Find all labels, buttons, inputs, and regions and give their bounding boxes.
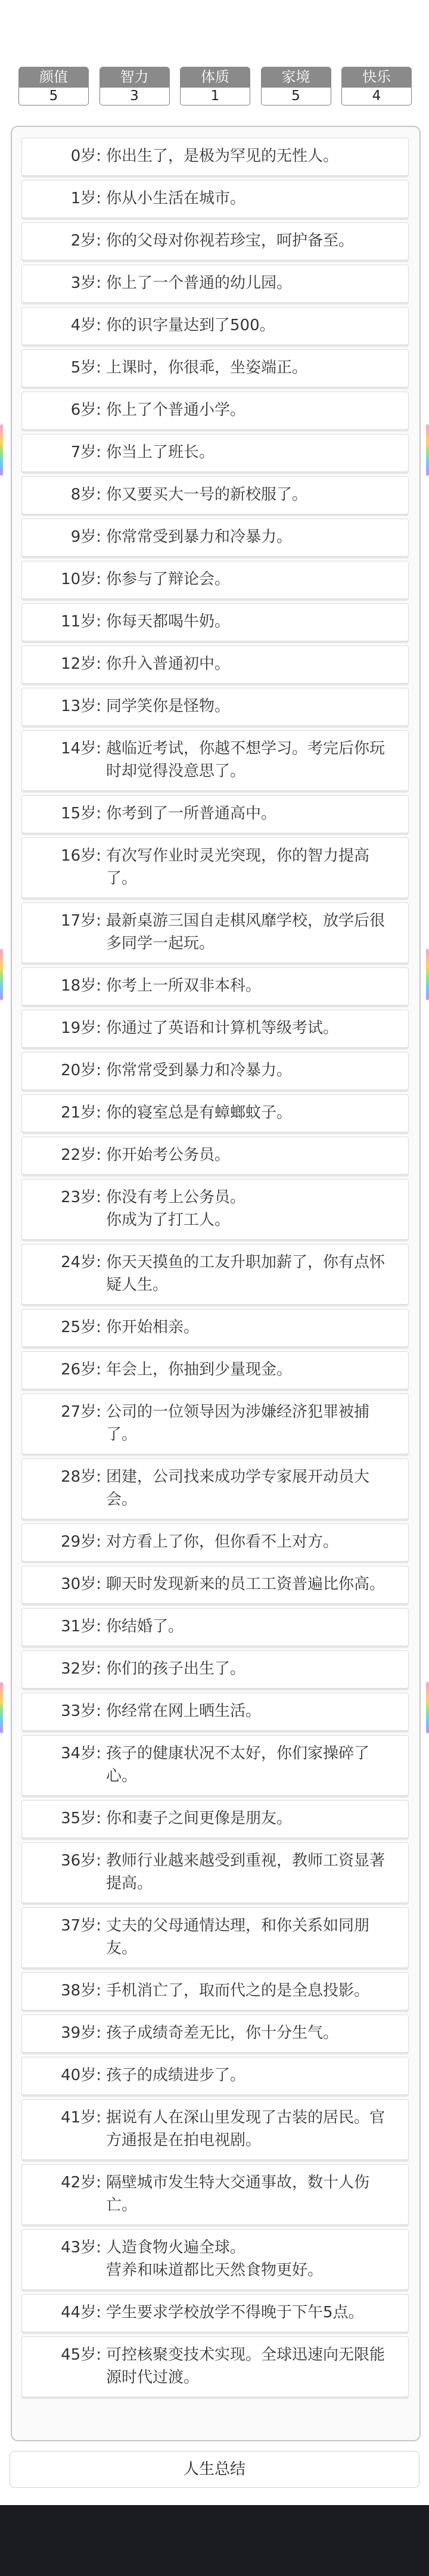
log-age <box>22 1316 106 1340</box>
log-age-unit: 岁: <box>80 1810 101 1827</box>
log-entry <box>21 645 409 684</box>
log-age <box>22 1059 106 1084</box>
log-event-text: 对方看上了你，但你看不上对方。 <box>106 1533 339 1551</box>
log-age-number: 26 <box>61 1361 81 1379</box>
log-age <box>22 441 106 465</box>
log-entry <box>21 1566 409 1604</box>
log-age-number: 22 <box>61 1146 81 1164</box>
log-event-text: 你出生了，是极为罕见的无性人。 <box>106 147 339 165</box>
log-age-number: 40 <box>61 2066 81 2084</box>
log-entry <box>21 1907 409 1968</box>
life-log-list <box>21 138 410 2401</box>
log-age <box>22 1742 106 1789</box>
log-age <box>22 653 106 677</box>
log-event-text: 隔壁城市发生特大交通事故，数十人伤 亡。 <box>106 2174 370 2214</box>
log-age-number: 18 <box>61 977 81 995</box>
log-entry <box>21 603 409 641</box>
log-entry <box>21 265 409 303</box>
log-entry <box>21 1137 409 1175</box>
log-age-number: 0 <box>70 147 81 165</box>
log-event-text: 丈夫的父母通情达理，和你关系如同朋 友。 <box>106 1917 370 1957</box>
log-age-unit: 岁: <box>80 655 101 673</box>
log-age-number: 20 <box>61 1062 81 1079</box>
log-entry <box>21 688 409 726</box>
log-age-number: 30 <box>61 1575 81 1593</box>
log-age-unit: 岁: <box>80 486 101 504</box>
log-age <box>22 1615 106 1640</box>
log-age <box>22 910 106 957</box>
log-entry <box>21 1309 409 1347</box>
log-age <box>22 2344 106 2391</box>
log-age-unit: 岁: <box>80 190 101 207</box>
log-age-number: 8 <box>70 486 81 504</box>
log-event-text: 你又要买大一号的新校服了。 <box>106 486 308 504</box>
log-event-text: 你参与了辩论会。 <box>106 570 231 588</box>
log-age <box>22 568 106 592</box>
log-entry <box>21 434 409 472</box>
log-age-unit: 岁: <box>80 232 101 250</box>
stat-label: 颜值 <box>18 67 89 88</box>
log-event-text: 你结婚了。 <box>106 1618 184 1635</box>
log-age <box>22 1186 106 1233</box>
log-age-number: 29 <box>61 1533 81 1551</box>
left-edge-decoration <box>0 1682 3 1733</box>
stat-happiness <box>341 67 412 106</box>
log-age-unit: 岁: <box>80 528 101 546</box>
log-age-unit: 岁: <box>80 316 101 334</box>
log-age-number: 12 <box>61 655 81 673</box>
log-entry <box>21 1650 409 1689</box>
right-edge-decoration <box>426 1682 429 1733</box>
log-age <box>22 314 106 339</box>
log-age <box>22 526 106 550</box>
log-age <box>22 2064 106 2088</box>
log-age-number: 11 <box>61 613 81 631</box>
log-event-text: 你升入普通初中。 <box>106 655 231 673</box>
log-age-unit: 岁: <box>80 847 101 865</box>
log-age <box>22 1401 106 1448</box>
log-age-number: 23 <box>61 1188 81 1206</box>
log-age-number: 6 <box>70 401 81 419</box>
stat-intelligence <box>100 67 170 106</box>
log-event-text: 你和妻子之间更像是朋友。 <box>106 1810 293 1827</box>
log-age-unit: 岁: <box>80 359 101 377</box>
log-age <box>22 399 106 423</box>
log-age-unit: 岁: <box>80 274 101 292</box>
log-age-number: 7 <box>70 443 81 461</box>
log-age-unit: 岁: <box>80 1361 101 1379</box>
log-age-unit: 岁: <box>80 570 101 588</box>
log-age-number: 17 <box>61 912 81 930</box>
log-age-number: 19 <box>61 1019 81 1037</box>
log-age <box>22 1807 106 1832</box>
log-age-unit: 岁: <box>80 1253 101 1271</box>
log-entry <box>21 349 409 387</box>
log-entry <box>21 1608 409 1646</box>
log-entry <box>21 180 409 218</box>
log-age-unit: 岁: <box>80 443 101 461</box>
log-age-unit: 岁: <box>80 1660 101 1678</box>
log-event-text: 你考到了一所普通高中。 <box>106 805 277 823</box>
log-event-text: 最新桌游三国自走棋风靡学校，放学后很 多同学一起玩。 <box>106 912 386 952</box>
right-edge-decoration <box>426 424 429 476</box>
log-age-number: 27 <box>61 1403 81 1421</box>
log-event-text: 公司的一位领导因为涉嫌经济犯罪被捕 了。 <box>106 1403 370 1444</box>
log-age-unit: 岁: <box>80 1188 101 1206</box>
log-entry <box>21 561 409 599</box>
log-age <box>22 2236 106 2283</box>
log-event-text: 可控核聚变技术实现。全球迅速向无限能 源时代过渡。 <box>106 2346 386 2386</box>
log-event-text: 你们的孩子出生了。 <box>106 1660 246 1678</box>
log-event-text: 同学笑你是怪物。 <box>106 697 231 715</box>
log-event-text: 你开始相亲。 <box>106 1318 200 1336</box>
log-age <box>22 356 106 381</box>
log-entry <box>21 1693 409 1731</box>
log-age-unit: 岁: <box>80 1917 101 1935</box>
log-age <box>22 1144 106 1168</box>
log-age-unit: 岁: <box>80 613 101 631</box>
log-age <box>22 610 106 635</box>
log-entry <box>21 1052 409 1090</box>
log-age-unit: 岁: <box>80 401 101 419</box>
stat-label: 家境 <box>261 67 331 88</box>
log-entry <box>21 392 409 430</box>
log-age <box>22 695 106 719</box>
log-event-text: 你考上一所双非本科。 <box>106 977 262 995</box>
log-age-unit: 岁: <box>80 977 101 995</box>
log-age-number: 31 <box>61 1618 81 1635</box>
log-age-unit: 岁: <box>80 1745 101 1762</box>
log-age-number: 39 <box>61 2024 81 2042</box>
left-edge-decoration <box>0 424 3 476</box>
right-edge-decoration <box>426 949 429 1000</box>
bottom-bar <box>0 2505 429 2576</box>
log-age <box>22 1101 106 1126</box>
log-entry <box>21 1735 409 1796</box>
log-age-unit: 岁: <box>80 1702 101 1720</box>
log-event-text: 你的识字量达到了500。 <box>106 316 275 334</box>
stat-value: 4 <box>341 88 412 105</box>
log-age-number: 33 <box>61 1702 81 1720</box>
stat-value: 3 <box>100 88 170 105</box>
log-entry <box>21 730 409 791</box>
log-age <box>22 1466 106 1513</box>
log-age <box>22 187 106 212</box>
log-age <box>22 1658 106 1682</box>
life-summary-button[interactable]: 人生总结 <box>10 2451 419 2488</box>
log-age-unit: 岁: <box>80 1575 101 1593</box>
log-age-unit: 岁: <box>80 2346 101 2364</box>
log-age-number: 28 <box>61 1468 81 1486</box>
log-entry <box>21 222 409 260</box>
log-age-unit: 岁: <box>80 1318 101 1336</box>
log-event-text: 孩子成绩奇差无比，你十分生气。 <box>106 2024 339 2042</box>
log-age-unit: 岁: <box>80 2066 101 2084</box>
log-event-text: 你当上了班长。 <box>106 443 215 461</box>
log-event-text: 你经常在网上晒生活。 <box>106 1702 262 1720</box>
log-age <box>22 2171 106 2218</box>
log-age-number: 36 <box>61 1852 81 1870</box>
log-age-number: 37 <box>61 1917 81 1935</box>
stat-family <box>261 67 331 106</box>
log-event-text: 越临近考试，你越不想学习。考完后你玩 时却觉得没意思了。 <box>106 740 386 780</box>
log-event-text: 团建，公司找来成功学专家展开动员大 会。 <box>106 1468 370 1509</box>
stat-label: 快乐 <box>341 67 412 88</box>
log-age-unit: 岁: <box>80 740 101 758</box>
left-edge-decoration <box>0 949 3 1000</box>
log-age-unit: 岁: <box>80 147 101 165</box>
log-event-text: 聊天时发现新来的员工工资普遍比你高。 <box>106 1575 386 1593</box>
log-age-number: 15 <box>61 805 81 823</box>
log-age <box>22 1914 106 1962</box>
log-age-unit: 岁: <box>80 2024 101 2042</box>
log-event-text: 你没有考上公务员。 你成为了打工人。 <box>106 1188 246 1229</box>
log-age <box>22 272 106 296</box>
log-age <box>22 483 106 508</box>
log-entry <box>21 2294 409 2332</box>
log-age-number: 25 <box>61 1318 81 1336</box>
log-age-unit: 岁: <box>80 805 101 823</box>
log-age <box>22 974 106 999</box>
log-age-number: 9 <box>70 528 81 546</box>
log-age-number: 43 <box>61 2239 81 2257</box>
log-age-unit: 岁: <box>80 697 101 715</box>
log-entry <box>21 307 409 345</box>
log-event-text: 教师行业越来越受到重视，教师工资显著 提高。 <box>106 1852 386 1892</box>
log-age-number: 3 <box>70 274 81 292</box>
log-age-number: 34 <box>61 1745 81 1762</box>
log-age-number: 42 <box>61 2174 81 2192</box>
log-age <box>22 1979 106 2004</box>
log-age-unit: 岁: <box>80 1533 101 1551</box>
log-event-text: 年会上，你抽到少量现金。 <box>106 1361 293 1379</box>
log-entry <box>21 2057 409 2095</box>
log-entry <box>21 1244 409 1305</box>
log-event-text: 人造食物火遍全球。 营养和味道都比天然食物更好。 <box>106 2239 324 2279</box>
log-age <box>22 1849 106 1897</box>
log-age-unit: 岁: <box>80 1982 101 2000</box>
stat-label: 智力 <box>100 67 170 88</box>
log-age-unit: 岁: <box>80 1019 101 1037</box>
log-age-number: 44 <box>61 2304 81 2321</box>
log-event-text: 你开始考公务员。 <box>106 1146 231 1164</box>
log-event-text: 你天天摸鱼的工友升职加薪了，你有点怀 疑人生。 <box>106 1253 386 1294</box>
log-age-number: 2 <box>70 232 81 250</box>
log-event-text: 你的父母对你视若珍宝，呵护备至。 <box>106 232 355 250</box>
log-event-text: 有次写作业时灵光突现，你的智力提高 了。 <box>106 847 370 887</box>
log-age <box>22 845 106 892</box>
stat-value: 1 <box>180 88 250 105</box>
log-age-number: 38 <box>61 1982 81 2000</box>
log-age-unit: 岁: <box>80 1468 101 1486</box>
log-age <box>22 1251 106 1298</box>
log-age-number: 35 <box>61 1810 81 1827</box>
stat-constitution <box>180 67 250 106</box>
log-age-number: 14 <box>61 740 81 758</box>
log-age-number: 10 <box>61 570 81 588</box>
log-age-unit: 岁: <box>80 2304 101 2321</box>
stat-label: 体质 <box>180 67 250 88</box>
log-entry <box>21 1458 409 1519</box>
log-entry <box>21 476 409 514</box>
log-age-number: 32 <box>61 1660 81 1678</box>
log-event-text: 你通过了英语和计算机等级考试。 <box>106 1019 339 1037</box>
log-age-number: 45 <box>61 2346 81 2364</box>
log-age-unit: 岁: <box>80 1403 101 1421</box>
log-entry <box>21 2099 409 2160</box>
log-age-unit: 岁: <box>80 1104 101 1122</box>
log-entry <box>21 2336 409 2397</box>
log-age-unit: 岁: <box>80 1618 101 1635</box>
log-age-number: 24 <box>61 1253 81 1271</box>
log-age <box>22 1531 106 1555</box>
log-age <box>22 2022 106 2046</box>
log-age-unit: 岁: <box>80 912 101 930</box>
log-age <box>22 1573 106 1597</box>
log-age-unit: 岁: <box>80 1062 101 1079</box>
log-age-number: 41 <box>61 2109 81 2127</box>
log-entry <box>21 2229 409 2290</box>
log-age <box>22 2301 106 2326</box>
log-entry <box>21 1842 409 1903</box>
log-age <box>22 1017 106 1041</box>
log-age-unit: 岁: <box>80 2239 101 2257</box>
log-event-text: 你常常受到暴力和冷暴力。 <box>106 528 293 546</box>
log-entry <box>21 2015 409 2053</box>
log-age <box>22 145 106 169</box>
log-age-unit: 岁: <box>80 2109 101 2127</box>
log-age-unit: 岁: <box>80 1852 101 1870</box>
log-entry <box>21 837 409 898</box>
log-event-text: 学生要求学校放学不得晚于下午5点。 <box>106 2304 364 2321</box>
log-entry <box>21 1010 409 1048</box>
log-event-text: 孩子的成绩进步了。 <box>106 2066 246 2084</box>
log-entry <box>21 795 409 833</box>
log-age-unit: 岁: <box>80 1146 101 1164</box>
log-entry <box>21 1800 409 1838</box>
log-age-number: 1 <box>70 190 81 207</box>
log-event-text: 上课时，你很乖，坐姿端正。 <box>106 359 308 377</box>
life-log-panel[interactable] <box>11 126 421 2441</box>
stat-value: 5 <box>18 88 89 105</box>
log-event-text: 你每天都喝牛奶。 <box>106 613 231 631</box>
log-entry <box>21 1523 409 1562</box>
log-event-text: 你从小生活在城市。 <box>106 190 246 207</box>
log-entry <box>21 1351 409 1389</box>
log-age <box>22 802 106 827</box>
stat-charm <box>18 67 89 106</box>
log-entry <box>21 519 409 557</box>
log-age <box>22 1358 106 1383</box>
log-entry <box>21 138 409 176</box>
log-event-text: 孩子的健康状况不太好，你们家操碎了 心。 <box>106 1745 370 1785</box>
log-age-number: 4 <box>70 316 81 334</box>
log-entry <box>21 902 409 963</box>
log-entry <box>21 1094 409 1132</box>
log-event-text: 你的寝室总是有蟑螂蚊子。 <box>106 1104 293 1122</box>
log-age-number: 5 <box>70 359 81 377</box>
log-age <box>22 737 106 784</box>
log-entry <box>21 1393 409 1454</box>
log-age <box>22 1700 106 1724</box>
log-age-number: 16 <box>61 847 81 865</box>
log-age-number: 21 <box>61 1104 81 1122</box>
log-event-text: 你上了一个普通的幼儿园。 <box>106 274 293 292</box>
log-event-text: 你常常受到暴力和冷暴力。 <box>106 1062 293 1079</box>
log-age-unit: 岁: <box>80 2174 101 2192</box>
attribute-stats <box>18 67 412 106</box>
log-entry <box>21 1179 409 1240</box>
log-age-number: 13 <box>61 697 81 715</box>
log-event-text: 据说有人在深山里发现了古装的居民。官 方通报是在拍电视剧。 <box>106 2109 386 2149</box>
log-age <box>22 2106 106 2153</box>
log-entry <box>21 967 409 1005</box>
log-event-text: 手机消亡了，取而代之的是全息投影。 <box>106 1982 370 2000</box>
log-entry <box>21 1972 409 2010</box>
log-entry <box>21 2164 409 2225</box>
log-age <box>22 229 106 254</box>
log-event-text: 你上了个普通小学。 <box>106 401 246 419</box>
stat-value: 5 <box>261 88 331 105</box>
